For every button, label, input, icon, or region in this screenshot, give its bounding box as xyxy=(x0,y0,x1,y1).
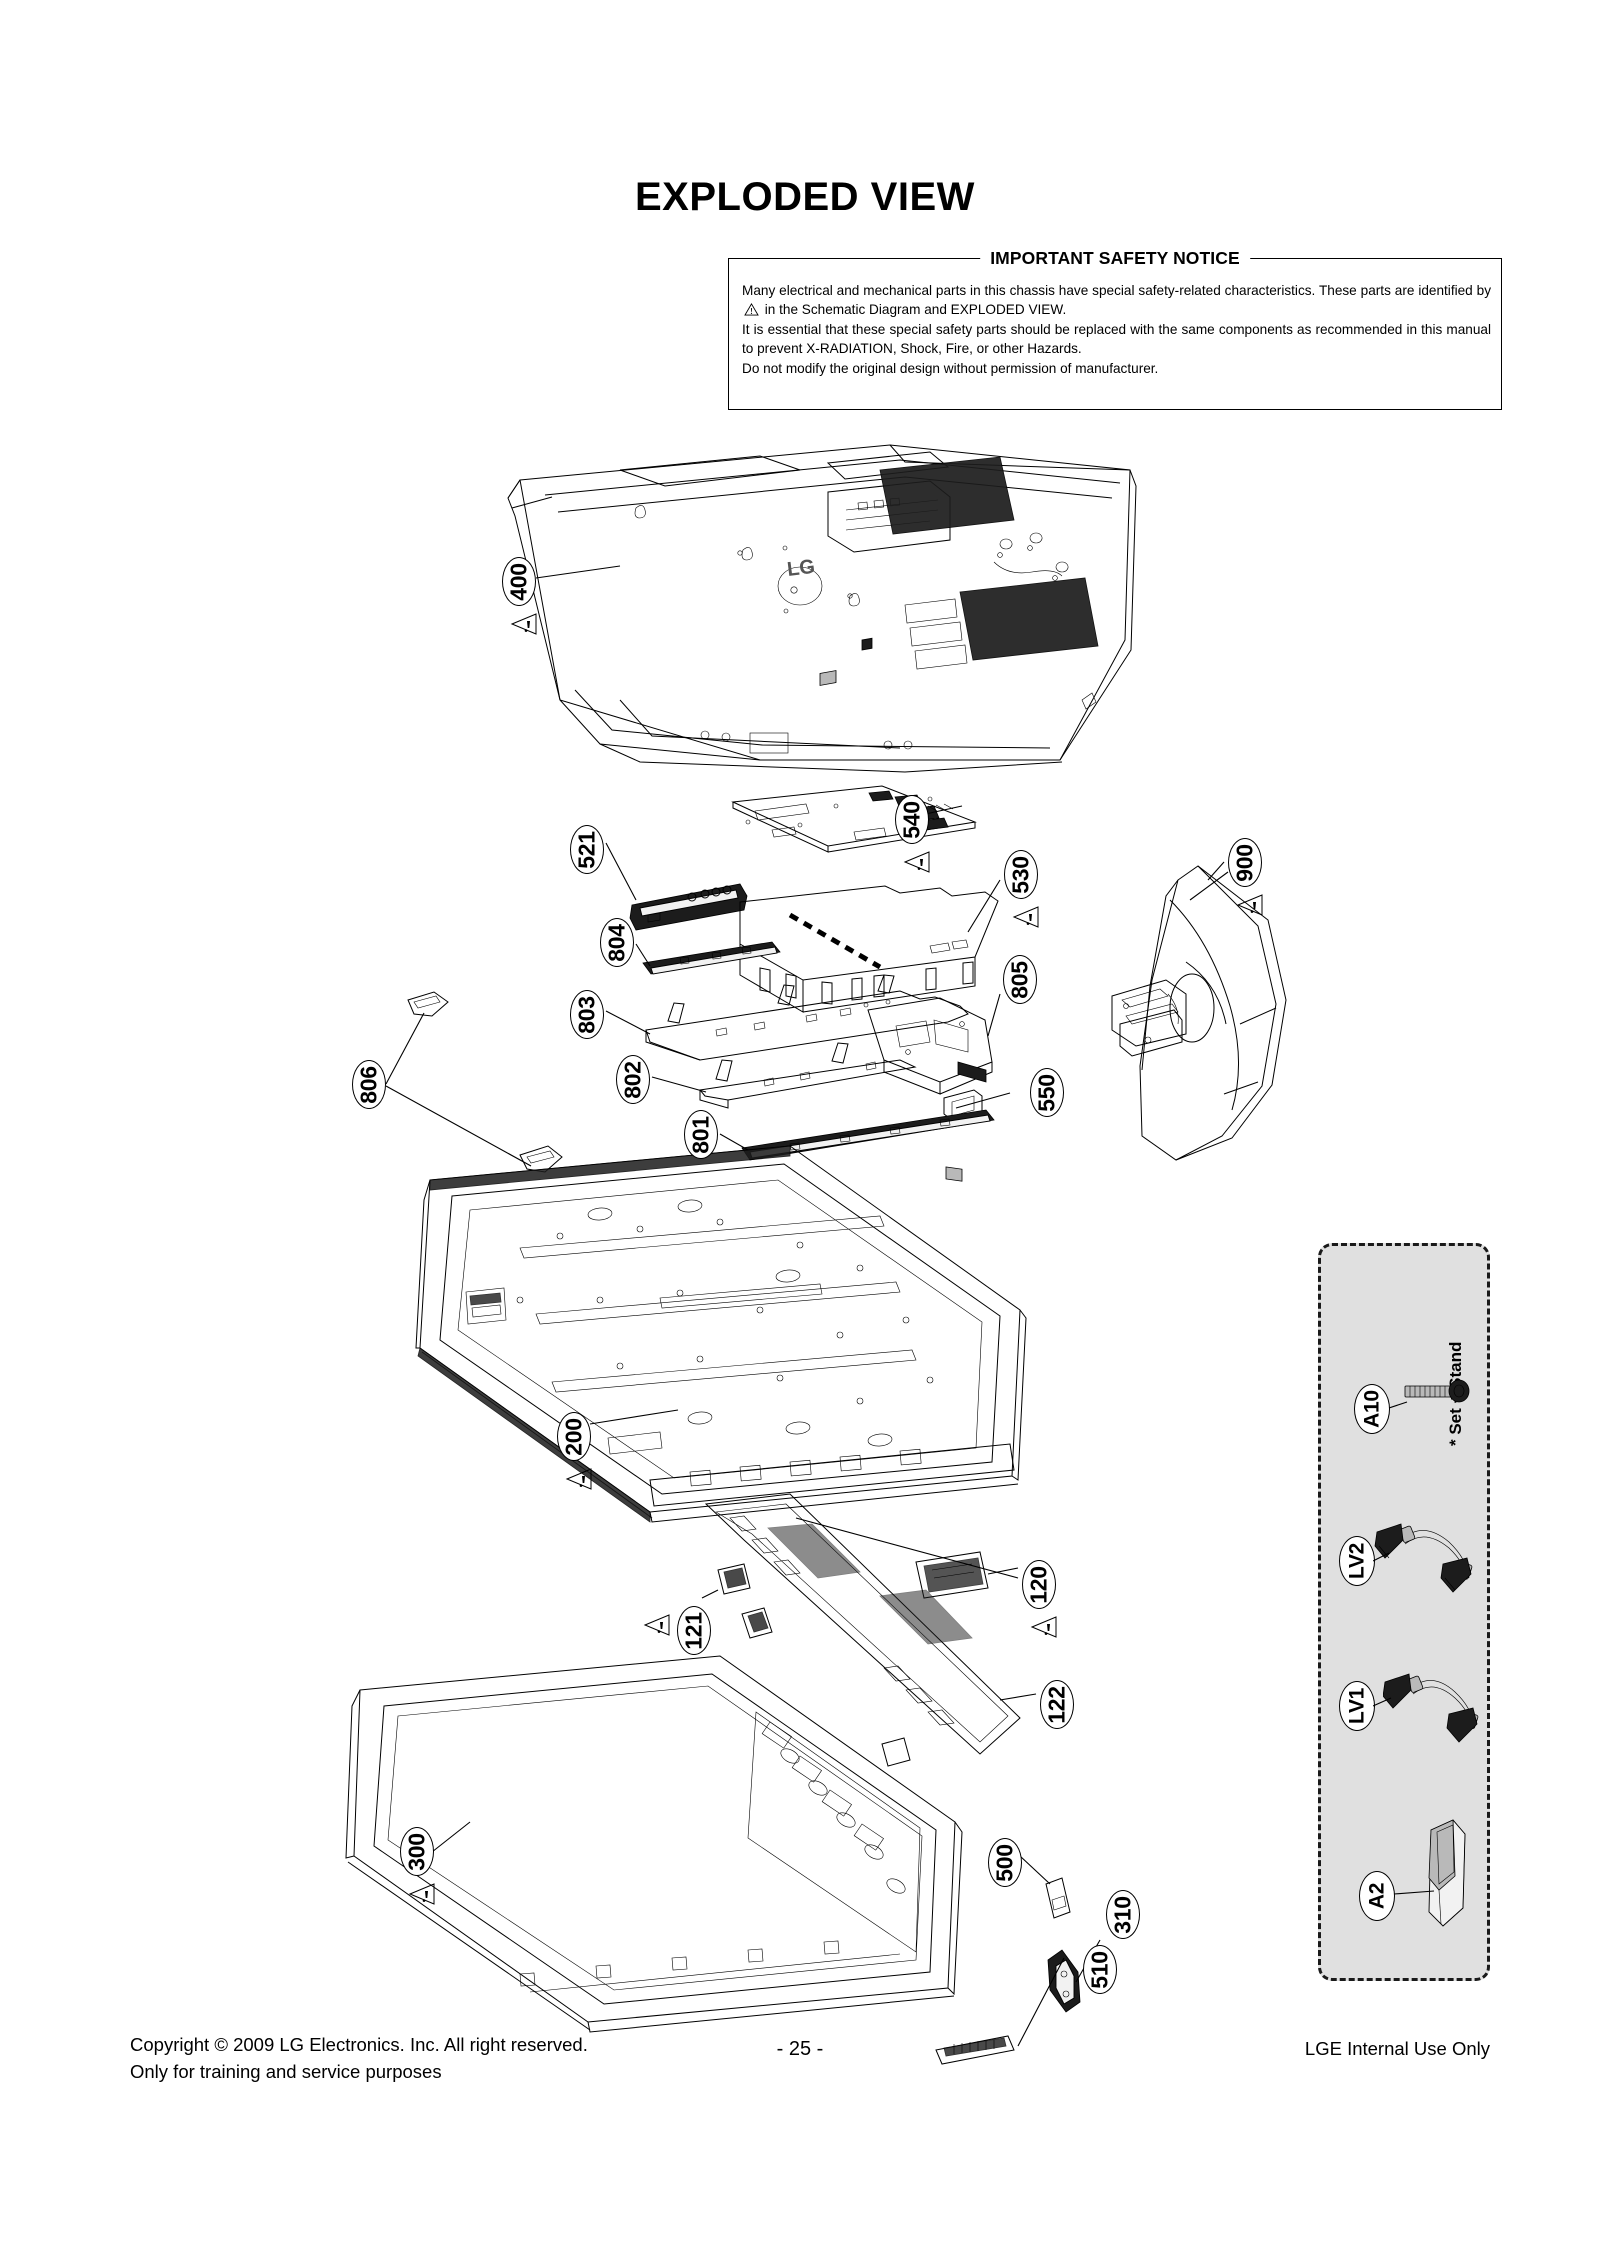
part-802-bracket xyxy=(652,1043,915,1108)
part-122-led-bar xyxy=(706,1494,1036,1766)
callout-510-label: 510 xyxy=(1086,1950,1113,1989)
safety-warning-icon-120 xyxy=(1030,1615,1058,1639)
part-521-control-bracket xyxy=(606,843,747,930)
part-804-bracket-rail xyxy=(636,942,780,974)
part-400-back-cover xyxy=(505,445,1136,772)
callout-a10-label: A10 xyxy=(1360,1390,1384,1428)
part-a10-screw-icon xyxy=(1401,1376,1481,1406)
part-200-panel-chassis xyxy=(416,1146,1026,1522)
callout-122-label: 122 xyxy=(1043,1685,1070,1724)
callout-500[interactable] xyxy=(988,1838,1022,1887)
safety-warning-icon-200 xyxy=(565,1467,593,1491)
callout-200[interactable] xyxy=(557,1412,591,1461)
safety-warning-icon-400 xyxy=(510,612,538,636)
callout-803[interactable] xyxy=(570,990,604,1039)
callout-550-label: 550 xyxy=(1033,1073,1060,1112)
callout-900-label: 900 xyxy=(1231,843,1258,882)
callout-540[interactable] xyxy=(895,795,929,844)
part-803-long-bracket xyxy=(606,975,968,1060)
part-a2-stand-cover-icon xyxy=(1409,1816,1479,1934)
callout-121-label: 121 xyxy=(680,1611,707,1650)
safety-warning-icon-300 xyxy=(408,1882,436,1906)
callout-900[interactable] xyxy=(1228,838,1262,887)
footer-copyright-line2: Only for training and service purposes xyxy=(130,2060,442,2082)
part-121-connector xyxy=(702,1564,750,1598)
callout-804[interactable] xyxy=(600,918,634,967)
leader-lv2 xyxy=(1373,1551,1393,1571)
callout-804-label: 804 xyxy=(603,923,630,962)
callout-510[interactable] xyxy=(1083,1945,1117,1994)
callout-300-label: 300 xyxy=(403,1832,430,1871)
safety-notice-line3: Do not modify the original design without permission of manufacturer. xyxy=(742,360,1159,376)
callout-lv1-label: LV1 xyxy=(1345,1687,1369,1725)
callout-540-label: 540 xyxy=(898,800,925,839)
callout-530[interactable] xyxy=(1004,850,1038,899)
callout-300[interactable] xyxy=(400,1827,434,1876)
part-806-clips xyxy=(386,992,562,1172)
callout-806-label: 806 xyxy=(355,1065,382,1104)
callout-521[interactable] xyxy=(570,825,604,874)
callout-lv1[interactable] xyxy=(1339,1681,1375,1731)
page-title: EXPLODED VIEW xyxy=(635,175,975,219)
callout-400[interactable] xyxy=(502,557,536,606)
leader-a10 xyxy=(1389,1398,1409,1414)
safety-warning-icon-530 xyxy=(1012,905,1040,929)
safety-warning-icon-900 xyxy=(1236,893,1264,917)
safety-notice-line1b: in the Schematic Diagram and EXPLODED VIEW. xyxy=(764,302,1067,318)
svg-text:LG: LG xyxy=(785,555,817,581)
callout-a2-label: A2 xyxy=(1365,1882,1389,1910)
callout-805[interactable] xyxy=(1003,955,1037,1004)
part-805-jack-pack xyxy=(868,994,1000,1181)
accessory-parts-box xyxy=(1318,1243,1490,1981)
callout-310[interactable] xyxy=(1106,1890,1140,1939)
footer-confidentiality: LGE Internal Use Only xyxy=(1304,2038,1490,2059)
callout-550[interactable] xyxy=(1030,1068,1064,1117)
leader-lv1 xyxy=(1373,1696,1395,1716)
callout-805-label: 805 xyxy=(1006,960,1033,999)
callout-500-label: 500 xyxy=(991,1843,1018,1882)
safety-warning-icon-540 xyxy=(903,850,931,874)
safety-notice-heading: IMPORTANT SAFETY NOTICE xyxy=(980,248,1250,269)
part-500-ir-plate xyxy=(1020,1856,1070,1918)
callout-801-label: 801 xyxy=(687,1115,714,1154)
callout-530-label: 530 xyxy=(1007,855,1034,894)
safety-notice-line2: It is essential that these special safety parts should be replaced with the same components as recommended in this manual to prevent X-RADIATION, Shock, Fire, or other Hazards. xyxy=(742,321,1491,357)
callout-lv2-label: LV2 xyxy=(1345,1542,1369,1580)
footer-page-number: - 25 - xyxy=(776,2038,824,2060)
callout-120-label: 120 xyxy=(1025,1565,1052,1604)
callout-200-label: 200 xyxy=(560,1417,587,1456)
callout-801[interactable] xyxy=(684,1110,718,1159)
safety-notice-line1a: Many electrical and mechanical parts in this chassis have special safety-related characteristics. These parts are identified by xyxy=(742,283,1491,298)
callout-122[interactable] xyxy=(1040,1680,1074,1729)
callout-802-label: 802 xyxy=(619,1060,646,1099)
part-lv1-cable-assembly-icon xyxy=(1383,1666,1493,1746)
callout-lv2[interactable] xyxy=(1339,1536,1375,1586)
callout-521-label: 521 xyxy=(573,830,600,869)
callout-120[interactable] xyxy=(1022,1560,1056,1609)
part-300-front-bezel xyxy=(346,1656,962,2032)
footer-copyright-line1: Copyright © 2009 LG Electronics. Inc. All right reserved. xyxy=(130,2034,588,2055)
callout-806[interactable] xyxy=(352,1060,386,1109)
safety-warning-icon-121 xyxy=(643,1613,671,1637)
callout-121[interactable] xyxy=(677,1606,711,1655)
callout-a10[interactable] xyxy=(1354,1384,1390,1434)
callout-803-label: 803 xyxy=(573,995,600,1034)
callout-400-label: 400 xyxy=(505,562,532,601)
callout-a2[interactable] xyxy=(1359,1871,1395,1921)
leader-a2 xyxy=(1394,1886,1438,1902)
accessory-note-set-stand: * Set Stand xyxy=(1446,1341,1465,1446)
lg-logo-mark xyxy=(778,556,822,605)
callout-310-label: 310 xyxy=(1109,1895,1136,1934)
part-530-power-supply-shield xyxy=(740,880,1000,1012)
callout-802[interactable] xyxy=(616,1055,650,1104)
